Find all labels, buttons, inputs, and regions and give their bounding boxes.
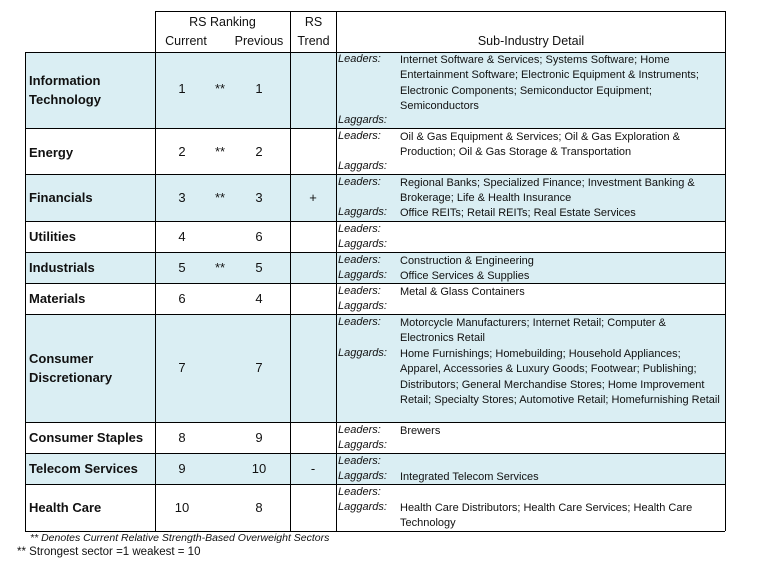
- table-row: [25, 175, 725, 221]
- current-rank: 2: [178, 144, 186, 159]
- table-row: [25, 129, 725, 174]
- rs-header: RS: [304, 15, 323, 29]
- laggards-detail: Office Services & Supplies: [400, 270, 530, 282]
- current-rank: 6: [178, 291, 186, 306]
- grid-line: [25, 283, 725, 284]
- previous-rank: 7: [255, 360, 263, 375]
- previous-rank: 8: [255, 500, 263, 515]
- table-row: [25, 284, 725, 314]
- trend-header: Trend: [297, 34, 330, 48]
- leaders-label: Leaders:: [338, 130, 381, 142]
- rs-trend: -: [310, 461, 316, 476]
- detail-header: Sub-Industry Detail: [477, 34, 585, 48]
- current-rank: 4: [178, 229, 186, 244]
- table-row: [25, 222, 725, 252]
- grid-line: [25, 314, 725, 315]
- sector-name: Financials: [29, 190, 93, 205]
- laggards-label: Laggards:: [338, 300, 387, 312]
- laggards-label: Laggards:: [338, 114, 387, 126]
- laggards-label: Laggards:: [338, 206, 387, 218]
- previous-rank: 1: [255, 81, 263, 96]
- table-row: [25, 454, 725, 484]
- grid-line: [25, 52, 725, 53]
- laggards-detail: Integrated Telecom Services: [400, 471, 539, 483]
- overweight-mark: **: [214, 260, 226, 275]
- sector-name: Energy: [29, 145, 74, 160]
- sector-name: Health Care: [29, 500, 102, 515]
- leaders-detail: Construction & Engineering: [400, 255, 534, 267]
- leaders-label: Leaders:: [338, 176, 381, 188]
- current-rank: 3: [178, 190, 186, 205]
- laggards-label: Laggards:: [338, 501, 387, 513]
- previous-rank: 9: [255, 430, 263, 445]
- previous-rank: 5: [255, 260, 263, 275]
- laggards-label: Laggards:: [338, 238, 387, 250]
- sector-name: Information Technology: [29, 73, 101, 107]
- current-rank: 7: [178, 360, 186, 375]
- leaders-label: Leaders:: [338, 316, 381, 328]
- sector-name: Consumer Staples: [29, 430, 144, 445]
- grid-line: [25, 174, 725, 175]
- current-rank: 5: [178, 260, 186, 275]
- previous-rank: 10: [251, 461, 267, 476]
- footnote-overweight: ** Denotes Current Relative Strength-Based Overweight Sectors: [30, 532, 330, 544]
- rs-ranking-header: RS Ranking: [189, 15, 256, 29]
- grid-line: [25, 221, 725, 222]
- leaders-label: Leaders:: [338, 455, 381, 467]
- previous-header: Previous: [234, 34, 284, 48]
- current-header: Current: [165, 34, 207, 48]
- leaders-detail: Motorcycle Manufacturers; Internet Retail; Computer & Electronics Retail: [400, 317, 666, 345]
- current-rank: 9: [178, 461, 186, 476]
- previous-rank: 6: [255, 229, 263, 244]
- overweight-mark: **: [214, 190, 226, 205]
- grid-line: [155, 11, 725, 12]
- leaders-label: Leaders:: [338, 254, 381, 266]
- table-row: [25, 315, 725, 422]
- sector-name: Telecom Services: [29, 461, 138, 476]
- current-rank: 10: [174, 500, 190, 515]
- laggards-detail: Health Care Distributors; Health Care Services; Health Care Technology: [400, 502, 693, 530]
- laggards-detail: Home Furnishings; Homebuilding; Household Appliances; Apparel, Accessories & Luxury Goods; Footwear; Publishing; Distributors; General Merchandise Stores; Home Improvement Retail; Specialty Stores; Automotive Retail; Homefurnishing Retail: [400, 348, 720, 406]
- laggards-label: Laggards:: [338, 160, 387, 172]
- grid-line: [25, 252, 725, 253]
- grid-line: [25, 484, 725, 485]
- sector-name: Utilities: [29, 229, 76, 244]
- grid-line: [725, 11, 726, 531]
- leaders-label: Leaders:: [338, 424, 381, 436]
- footnote-scale: ** Strongest sector =1 weakest = 10: [17, 546, 201, 558]
- table-row: [25, 423, 725, 453]
- leaders-label: Leaders:: [338, 53, 381, 65]
- previous-rank: 4: [255, 291, 263, 306]
- table-row: [25, 485, 725, 531]
- overweight-mark: **: [214, 81, 226, 96]
- sector-name: Consumer Discretionary: [29, 351, 113, 385]
- leaders-label: Leaders:: [338, 486, 381, 498]
- grid-line: [25, 52, 26, 531]
- leaders-detail: Regional Banks; Specialized Finance; Investment Banking & Brokerage; Life & Health Insurance: [400, 177, 695, 205]
- table-row: [25, 253, 725, 283]
- rs-trend: +: [309, 190, 317, 205]
- leaders-label: Leaders:: [338, 223, 381, 235]
- sector-name: Materials: [29, 291, 86, 306]
- sector-name: Industrials: [29, 260, 95, 275]
- current-rank: 8: [178, 430, 186, 445]
- grid-line: [25, 453, 725, 454]
- leaders-detail: Brewers: [400, 425, 441, 437]
- laggards-label: Laggards:: [338, 470, 387, 482]
- leaders-label: Leaders:: [338, 285, 381, 297]
- grid-line: [25, 128, 725, 129]
- grid-line: [25, 422, 725, 423]
- previous-rank: 3: [255, 190, 263, 205]
- leaders-detail: Oil & Gas Equipment & Services; Oil & Gas Exploration & Production; Oil & Gas Storage & Transportation: [400, 131, 681, 159]
- laggards-detail: Office REITs; Retail REITs; Real Estate Services: [400, 207, 636, 219]
- laggards-label: Laggards:: [338, 269, 387, 281]
- leaders-detail: Metal & Glass Containers: [400, 286, 525, 298]
- laggards-label: Laggards:: [338, 347, 387, 359]
- overweight-mark: **: [214, 144, 226, 159]
- leaders-detail: Internet Software & Services; Systems Software; Home Entertainment Software; Electronic Equipment & Instruments; Electronic Components; Semiconductor Equipment; Semiconductors: [400, 54, 699, 112]
- current-rank: 1: [178, 81, 186, 96]
- previous-rank: 2: [255, 144, 263, 159]
- table-row: [25, 52, 725, 128]
- laggards-label: Laggards:: [338, 439, 387, 451]
